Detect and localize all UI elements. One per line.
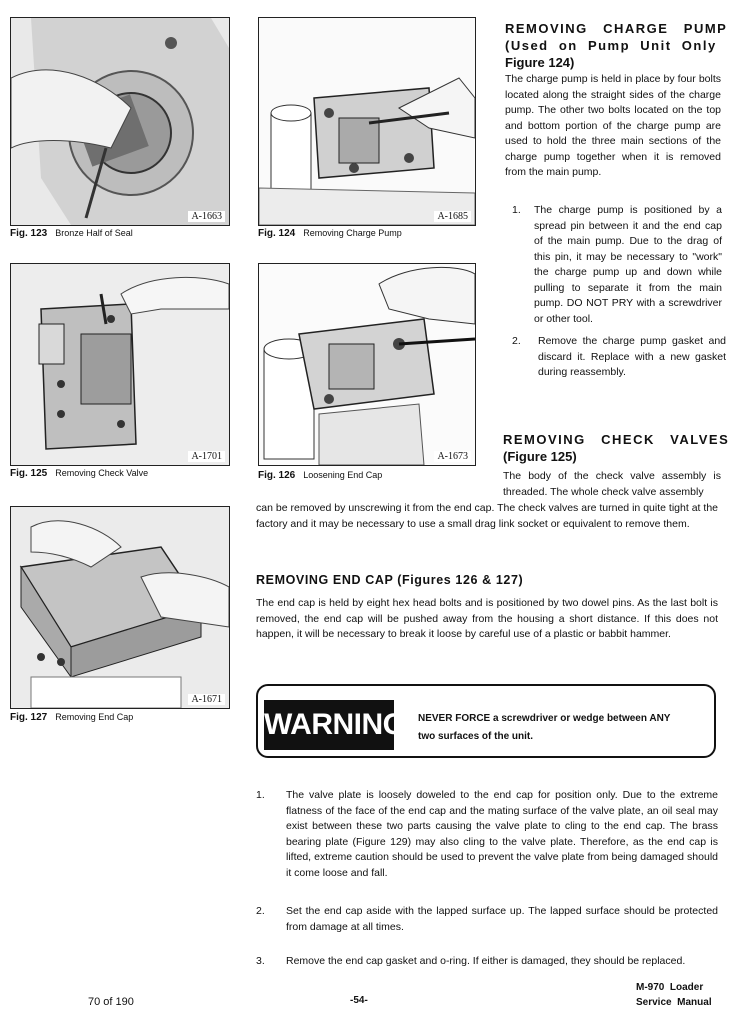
- figure-125-number: Fig. 125: [10, 468, 48, 479]
- figure-124-tag: A-1685: [434, 211, 471, 222]
- figure-126-drawing: [259, 264, 475, 465]
- figure-127-number: Fig. 127: [10, 712, 48, 723]
- page-number: -54-: [350, 995, 368, 1006]
- end-cap-heading: REMOVING END CAP (Figures 126 & 127): [256, 573, 524, 587]
- manual-title-line-1: M-970 Loader: [636, 982, 704, 993]
- step-1-number: 1.: [256, 789, 265, 801]
- check-valves-heading-line-1: REMOVING CHECK VALVES: [503, 432, 730, 447]
- warning-label: WARNING: [264, 700, 394, 750]
- figure-125-drawing: [11, 264, 229, 465]
- figure-127-caption: [10, 712, 133, 723]
- figure-123-tag: A-1663: [188, 211, 225, 222]
- figure-127-tag: A-1671: [188, 694, 225, 705]
- figure-126-tag: A-1673: [434, 451, 471, 462]
- charge-pump-heading: [505, 20, 728, 71]
- figure-127-photo: [10, 506, 230, 709]
- charge-pump-heading-line-3: Figure 124): [505, 55, 575, 70]
- figure-123-drawing: [11, 18, 229, 225]
- warning-text: [418, 710, 670, 746]
- charge-pump-step-2-text: Remove the charge pump gasket and discard it. Replace with a new gasket during reassembly.: [538, 335, 726, 378]
- figure-127-drawing: [11, 507, 229, 708]
- figure-124-photo: [258, 17, 476, 226]
- figure-124-caption: [258, 228, 402, 239]
- figure-126-number: Fig. 126: [258, 470, 296, 481]
- charge-pump-step-2-number: 2.: [512, 335, 521, 347]
- warning-line-1: NEVER FORCE a screwdriver or wedge between ANY: [418, 713, 671, 724]
- figure-123-caption: [10, 228, 133, 239]
- step-1-text: The valve plate is loosely doweled to the end cap for position only. Due to the extreme flatness of the face of the end cap and the mating surface of the valve plate, an oil seal may exist between these two parts causing the valve plate to cling to the end cap. The brass bearing plate (Figure 129) may also cling to the valve plate. Therefore, as the end cap is lifted, extreme caution should be used to prevent the valve plate from being damaged should it come loose and fall.: [286, 789, 718, 879]
- figure-124-text: Removing Charge Pump: [303, 228, 402, 238]
- figure-126-photo: [258, 263, 476, 466]
- step-3-number: 3.: [256, 955, 265, 967]
- figure-123-number: Fig. 123: [10, 228, 48, 239]
- manual-title: [636, 980, 712, 1010]
- check-valves-heading: [503, 431, 730, 465]
- figure-124-number: Fig. 124: [258, 228, 296, 239]
- figure-126-caption: [258, 470, 382, 481]
- manual-title-line-2: Service Manual: [636, 997, 712, 1008]
- figure-123-text: Bronze Half of Seal: [55, 228, 133, 238]
- warning-line-2: two surfaces of the unit.: [418, 731, 534, 742]
- figure-125-caption: [10, 468, 148, 479]
- figure-127-text: Removing End Cap: [55, 712, 134, 722]
- charge-pump-body: The charge pump is held in place by four bolts located along the straight sides of the charge pump. The other two bolts located on the top and bottom portion of the charge pump are used to hold the three main sections of the charge pump together when it is removed from the main pump.: [505, 73, 721, 178]
- step-2-text: Set the end cap aside with the lapped surface up. The lapped surface should be protected from damage at all times.: [286, 905, 718, 933]
- figure-125-photo: [10, 263, 230, 466]
- check-valves-body-start: The body of the check valve assembly is threaded. The whole check valve assembly: [503, 470, 721, 498]
- figure-125-tag: A-1701: [188, 451, 225, 462]
- charge-pump-heading-line-2: (Used on Pump Unit Only: [505, 38, 717, 53]
- page-count: 70 of 190: [88, 996, 134, 1008]
- step-2-number: 2.: [256, 905, 265, 917]
- figure-124-drawing: [259, 18, 475, 225]
- figure-125-text: Removing Check Valve: [55, 468, 149, 478]
- figure-123-photo: [10, 17, 230, 226]
- charge-pump-heading-line-1: REMOVING CHARGE PUMP: [505, 21, 728, 36]
- check-valves-body-rest: can be removed by unscrewing it from the end cap. The check valves are turned in quite tight at the factory and it may be necessary to use a small drag link socket or equivalent to remove them.: [256, 502, 718, 530]
- check-valves-heading-line-2: (Figure 125): [503, 449, 577, 464]
- warning-box: [256, 684, 716, 758]
- end-cap-body: The end cap is held by eight hex head bolts and is positioned by two dowel pins. As the last bolt is removed, the end cap will be pushed away from the housing a short distance. If this does not happen, it will be necessary to break it loose by careful use of a plastic or babbit hammer.: [256, 597, 718, 640]
- step-3-text: Remove the end cap gasket and o-ring. If either is damaged, they should be replaced.: [286, 955, 686, 967]
- charge-pump-step-1-number: 1.: [512, 204, 521, 216]
- charge-pump-step-1-text: The charge pump is positioned by a spread pin between it and the end cap of the main pump. Due to the drag of this pin, it may be necessary to "work" the charge pump up and down while pulling to separate it from the main pump. DO NOT PRY with a screwdriver or other tool.: [534, 204, 722, 325]
- figure-126-text: Loosening End Cap: [303, 470, 383, 480]
